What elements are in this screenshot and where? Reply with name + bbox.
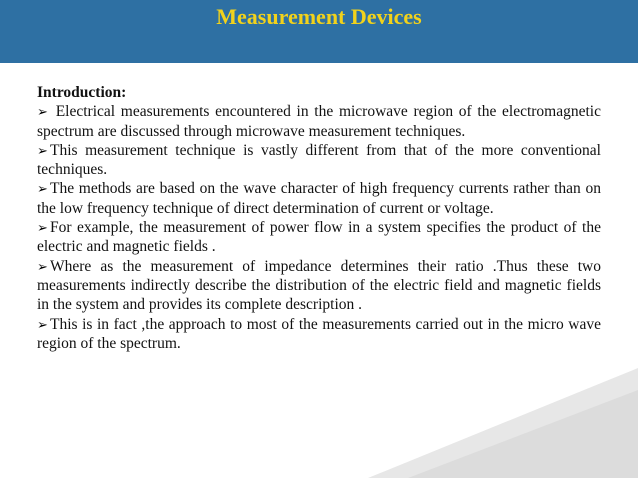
bullet-item	[37, 141, 601, 180]
bullet-item	[37, 315, 601, 354]
bullet-text: For example, the measurement of power flow in a system specifies the product of the electric and magnetic fields .	[37, 219, 601, 256]
title-bar	[0, 0, 638, 63]
bullet-text: This measurement technique is vastly different from that of the more conventional techniques.	[37, 141, 601, 179]
bullet-text: The methods are based on the wave character of high frequency currents rather than on the low frequency technique of direct determination of current or voltage.	[37, 180, 601, 217]
arrow-bullet-icon: ➢	[37, 316, 48, 332]
bullet-text: Electrical measurements encountered in the microwave region of the electromagnetic spectrum are discussed through microwave measurement techniques.	[37, 103, 601, 140]
slide-content	[37, 83, 601, 353]
bullet-item	[37, 102, 601, 141]
section-heading: Introduction:	[37, 84, 127, 101]
bullet-item	[37, 179, 601, 218]
arrow-bullet-icon: ➢	[37, 220, 48, 236]
bullet-item	[37, 257, 601, 315]
bullet-text: This is in fact ,the approach to most of the measurements carried out in the micro wave region of the spectrum.	[37, 315, 601, 352]
arrow-bullet-icon: ➢	[37, 142, 48, 158]
arrow-bullet-icon: ➢	[37, 104, 48, 120]
arrow-bullet-icon: ➢	[37, 181, 48, 197]
arrow-bullet-icon: ➢	[37, 258, 48, 274]
bullet-item	[37, 218, 601, 257]
slide-title: Measurement Devices	[216, 4, 422, 29]
corner-decoration-overlay	[408, 390, 638, 478]
bullet-text: Where as the measurement of impedance determines their ratio .Thus these two measurements indirectly describe the distribution of the electric field and magnetic fields in the system and provides its complete description .	[37, 257, 601, 314]
